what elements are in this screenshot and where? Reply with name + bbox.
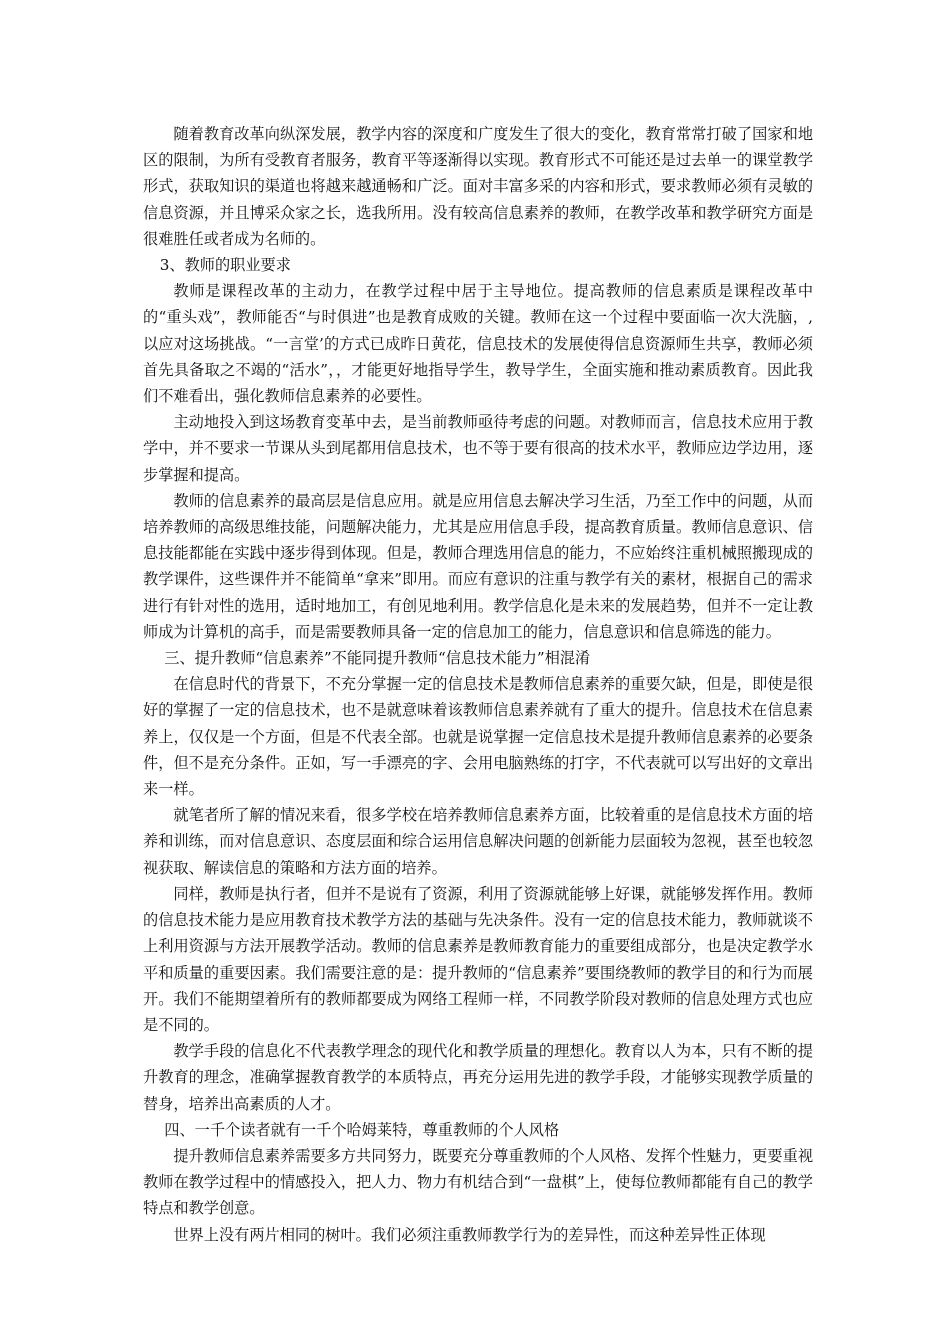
paragraph-author-observation: 就笔者所了解的情况来看，很多学校在培养教师信息素养方面，比较着重的是信息技术方面的培养和训练，而对信息意识、态度层面和综合运用信息解决问题的创新能力层面较为忽视，甚至也较忽视获取、解读信息的策略和方法方面的培养。	[143, 806, 813, 877]
paragraph-teaching-means: 教学手段的信息化不代表教学理念的现代化和教学质量的理想化。教育以人为本，只有不断的提升教育的理念，准确掌握教育教学的本质特点，再充分运用先进的教学手段，才能够实现教学质量的替身，培养出高素质的人才。	[143, 1042, 813, 1113]
paragraph-teacher-role: 教师是课程改革的主动力，在教学过程中居于主导地位。提高教师的信息素质是课程改革中的“重头戏”，教师能否“与时俱进”也是教育成败的关键。教师在这一个过程中要面临一次大洗脑，,以应对这场挑战。“一言堂’的方式已成昨日黄花，信息技术的发展使得信息资源师生共享，教师必须首先具备取之不竭的“活水”，，才能更好地指导学生，教导学生，全面实施和推动素质教育。因此我们不难看出，强化教师信息素养的必要性。	[143, 282, 813, 406]
subheading-career-requirements: 3、教师的职业要求	[159, 256, 291, 275]
document-body	[143, 121, 813, 1248]
section-heading-three: 三、提升教师“信息素养”不能同提升教师“信息技术能力”相混淆	[164, 649, 591, 668]
paragraph-joint-effort: 提升教师信息素养需要多方共同努力，既要充分尊重教师的个人风格、发挥个性魅力，更要重视教师在教学过程中的情感投入，把人力、物力有机结合到“一盘棋”上，使每位教师都能有自己的教学特点和教学创意。	[143, 1146, 813, 1218]
paragraph-active-participation: 主动地投入到这场教育变革中去，是当前教师亟待考虑的问题。对教师而言，信息技术应用于教学中，并不要求一节课从头到尾都用信息技术，也不等于要有很高的技术水平，教师应边学边用，逐步掌握和提高。	[143, 413, 813, 484]
paragraph-information-era: 在信息时代的背景下，不充分掌握一定的信息技术是教师信息素养的重要欠缺，但是，即使是很好的掌握了一定的信息技术，也不是就意味着该教师信息素养就有了重大的提升。信息技术在信息素养上，仅仅是一个方面，但是不代表全部。也就是说掌握一定信息技术是提升教师信息素养的必要条件，但不是充分条件。正如，写一手漂亮的字、会用电脑熟练的打字，不代表就可以写出好的文章出来一样。	[143, 675, 813, 799]
paragraph-information-application: 教师的信息素养的最高层是信息应用。就是应用信息去解决学习生活，乃至工作中的问题，从而培养教师的高级思维技能，问题解决能力，尤其是应用信息手段，提高教育质量。教师信息意识、信息技能都能在实践中逐步得到体现。但是，教师合理选用信息的能力，不应始终注重机械照搬现成的教学课件，这些课件并不能简单“拿来”即用。而应有意识的注重与教学有关的素材，根据自己的需求进行有针对性的选用，适时地加工，有创见地利用。教学信息化是未来的发展趋势，但并不一定让教师成为计算机的高手，而是需要教师具备一定的信息加工的能力，信息意识和信息筛选的能力。	[143, 491, 813, 641]
section-heading-four: 四、一千个读者就有一千个哈姆莱特，尊重教师的个人风格	[164, 1120, 560, 1139]
paragraph-no-two-leaves: 世界上没有两片相同的树叶。我们必须注重教师教学行为的差异性，而这种差异性正体现	[173, 1225, 766, 1244]
paragraph-intro: 随着教育改革向纵深发展，教学内容的深度和广度发生了很大的变化，教育常常打破了国家和地区的限制，为所有受教育者服务，教育平等逐渐得以实现。教育形式不可能还是过去单一的课堂教学形式，获取知识的渠道也将越来越通畅和广泛。面对丰富多采的内容和形式，要求教师必须有灵敏的信息资源，并且博采众家之长，选我所用。没有较高信息素养的教师，在教学改革和教学研究方面是很难胜任或者成为名师的。	[143, 125, 813, 248]
paragraph-teacher-executor: 同样，教师是执行者，但并不是说有了资源，利用了资源就能够上好课，就能够发挥作用。教师的信息技术能力是应用教育技术教学方法的基础与先决条件。没有一定的信息技术能力，教师就谈不上利用资源与方法开展教学活动。教师的信息素养是教师教育能力的重要组成部分，也是决定教学水平和质量的重要因素。我们需要注意的是：提升教师的“信息素养”要围绕教师的教学目的和行为而展开。我们不能期望着所有的教师都要成为网络工程师一样，不同教学阶段对教师的信息处理方式也应是不同的。	[143, 884, 813, 1034]
